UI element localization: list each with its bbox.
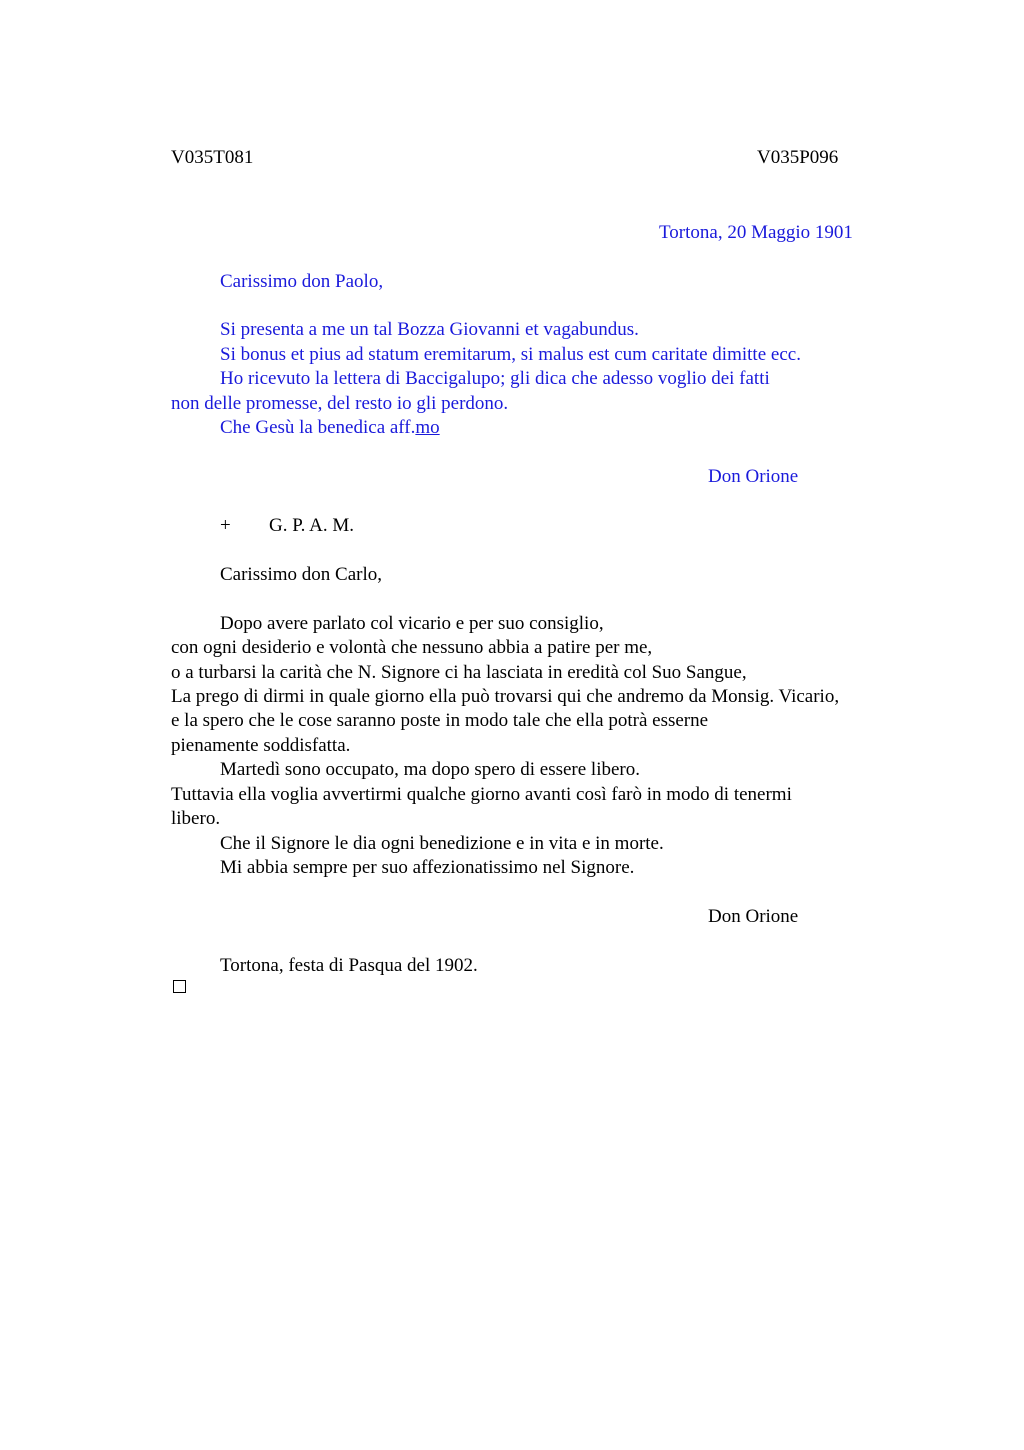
letter2-body-line: La prego di dirmi in quale giorno ella può trovarsi qui che andremo da Monsig. Vicario, xyxy=(171,686,840,707)
empty-box-icon xyxy=(173,980,186,993)
letter2-body-line: Mi abbia sempre per suo affezionatissimo nel Signore. xyxy=(220,857,635,878)
document-code-right: V035P096 xyxy=(757,147,839,168)
letter2-body-line: libero. xyxy=(171,808,221,829)
letter1-closing-text: Che Gesù la benedica aff. xyxy=(220,417,416,438)
letter2-body-line: o a turbarsi la carità che N. Signore ci ha lasciata in eredità col Suo Sangue, xyxy=(171,662,747,683)
letter2-body-line: con ogni desiderio e volontà che nessuno abbia a patire per me, xyxy=(171,637,653,658)
letter1-salutation: Carissimo don Paolo, xyxy=(220,271,384,292)
letter2-body-line: pienamente soddisfatta. xyxy=(171,735,351,756)
letter1-body-line: non delle promesse, del resto io gli perdono. xyxy=(171,393,509,414)
letter2-body-line: Martedì sono occupato, ma dopo spero di essere libero. xyxy=(220,759,640,780)
letter1-closing xyxy=(220,416,440,440)
letter2-body-line: Che il Signore le dia ogni benedizione e in vita e in morte. xyxy=(220,833,664,854)
letter2-signature: Don Orione xyxy=(708,906,799,927)
letter1-date: Tortona, 20 Maggio 1901 xyxy=(659,222,853,243)
document-code-left: V035T081 xyxy=(171,147,254,168)
letter1-body-line: Si presenta a me un tal Bozza Giovanni et vagabundus. xyxy=(220,319,639,340)
cross-symbol: + xyxy=(220,515,231,536)
letter2-body-line: Dopo avere parlato col vicario e per suo consiglio, xyxy=(220,613,604,634)
letter1-closing-suffix: mo xyxy=(415,417,440,438)
letter2-body-line: e la spero che le cose saranno poste in modo tale che ella potrà esserne xyxy=(171,710,709,731)
letter2-body-line: Tuttavia ella voglia avvertirmi qualche giorno avanti così farò in modo di tenermi xyxy=(171,784,792,805)
letter1-body-line: Ho ricevuto la lettera di Baccigalupo; gli dica che adesso voglio dei fatti xyxy=(220,368,770,389)
letter1-body-line: Si bonus et pius ad statum eremitarum, si malus est cum caritate dimitte ecc. xyxy=(220,344,801,365)
letter2-invocation: G. P. A. M. xyxy=(269,515,354,536)
letter2-date: Tortona, festa di Pasqua del 1902. xyxy=(220,955,478,976)
letter2-salutation: Carissimo don Carlo, xyxy=(220,564,383,585)
letter1-signature: Don Orione xyxy=(708,466,799,487)
